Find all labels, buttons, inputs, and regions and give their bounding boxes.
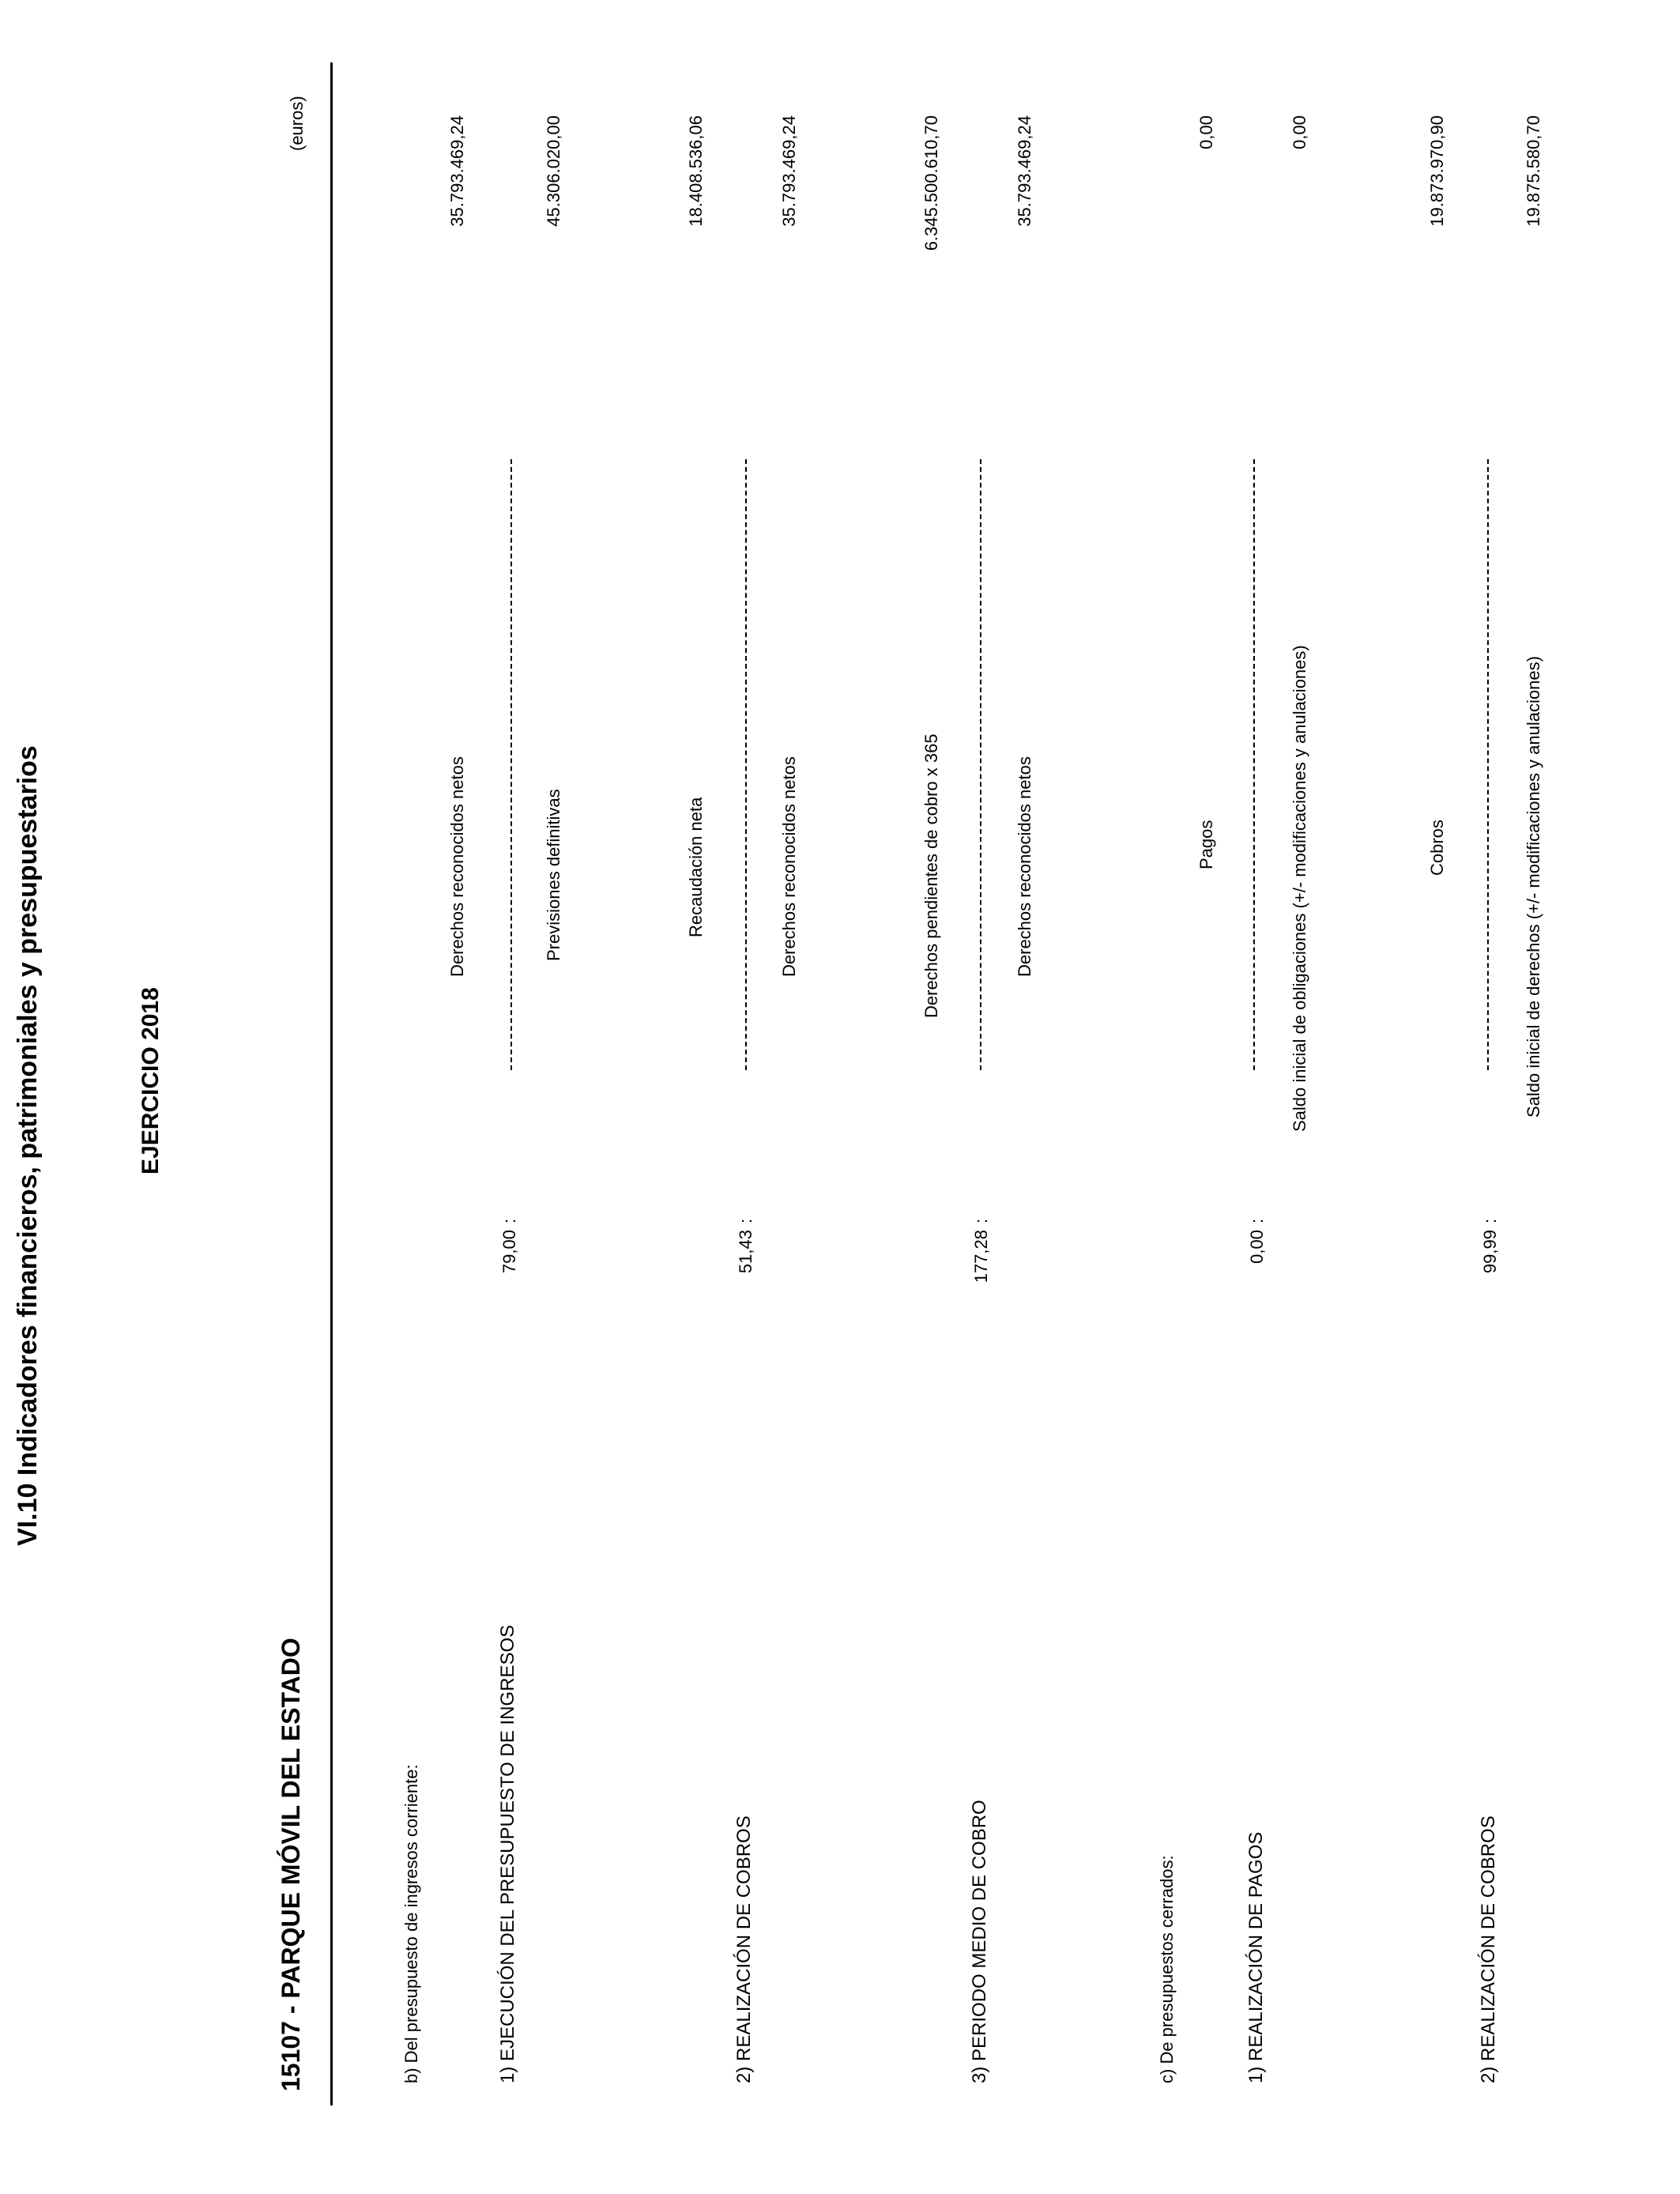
indicator-label: 1) EJECUCIÓN DEL PRESUPUESTO DE INGRESOS [497,1624,518,2083]
denominator-value: 35.793.469,24 [1015,115,1034,227]
indicator-label: 3) PERIODO MEDIO DE COBRO [969,1800,990,2083]
denominator-label: Derechos reconocidos netos [1015,756,1034,977]
denominator-value: 0,00 [1290,115,1309,149]
indicator-value: 0,00 [1247,1230,1267,1264]
denominator-label: Previsiones definitivas [544,789,563,961]
fraction-line [510,459,512,1070]
numerator-value: 6.345.500.610,70 [921,115,941,251]
indicator-label: 2) REALIZACIÓN DE COBROS [1478,1815,1499,2083]
denominator-label: Saldo inicial de obligaciones (+/- modificaciones y anulaciones) [1290,645,1309,1132]
indicator-value: 51,43 [736,1230,755,1274]
entity-name: 15107 - PARQUE MÓVIL DEL ESTADO [277,1638,305,2091]
indicator-value: 177,28 [971,1230,991,1284]
numerator-value: 35.793.469,24 [447,115,467,227]
denominator-value: 35.793.469,24 [779,115,799,227]
indicator-value: 99,99 [1480,1230,1500,1274]
colon: : [971,1218,991,1223]
numerator-value: 18.408.536,06 [686,115,706,227]
fraction-line [980,459,981,1070]
denominator-label: Saldo inicial de derechos (+/- modificaciones y anulaciones) [1524,656,1543,1118]
numerator-value: 19.873.970,90 [1427,115,1447,227]
fraction-line [1487,459,1489,1070]
numerator-label: Recaudación neta [686,797,706,937]
numerator-label: Derechos reconocidos netos [447,756,467,977]
section-c-heading: c) De presupuestos cerrados: [1157,1855,1177,2083]
colon: : [499,1218,519,1223]
header-rule [330,62,333,2105]
numerator-label: Pagos [1196,820,1216,869]
currency-unit: (euros) [287,96,307,151]
section-b-heading: b) Del presupuesto de ingresos corriente: [401,1764,421,2083]
numerator-value: 0,00 [1196,115,1216,149]
indicator-label: 2) REALIZACIÓN DE COBROS [733,1815,755,2083]
indicator-label: 1) REALIZACIÓN DE PAGOS [1245,1831,1267,2083]
numerator-label: Cobros [1427,820,1447,876]
numerator-label: Derechos pendientes de cobro x 365 [921,733,941,1018]
fiscal-year: EJERCICIO 2018 [137,987,164,1174]
denominator-label: Derechos reconocidos netos [779,756,799,977]
fraction-line [1253,459,1255,1070]
fraction-line [745,459,747,1070]
report-title: VI.10 Indicadores financieros, patrimoniales y presupuestarios [13,745,43,1546]
denominator-value: 19.875.580,70 [1524,115,1543,227]
denominator-value: 45.306.020,00 [544,115,563,227]
colon: : [736,1218,755,1223]
colon: : [1247,1218,1267,1223]
indicator-value: 79,00 [499,1230,519,1274]
colon: : [1480,1218,1500,1223]
